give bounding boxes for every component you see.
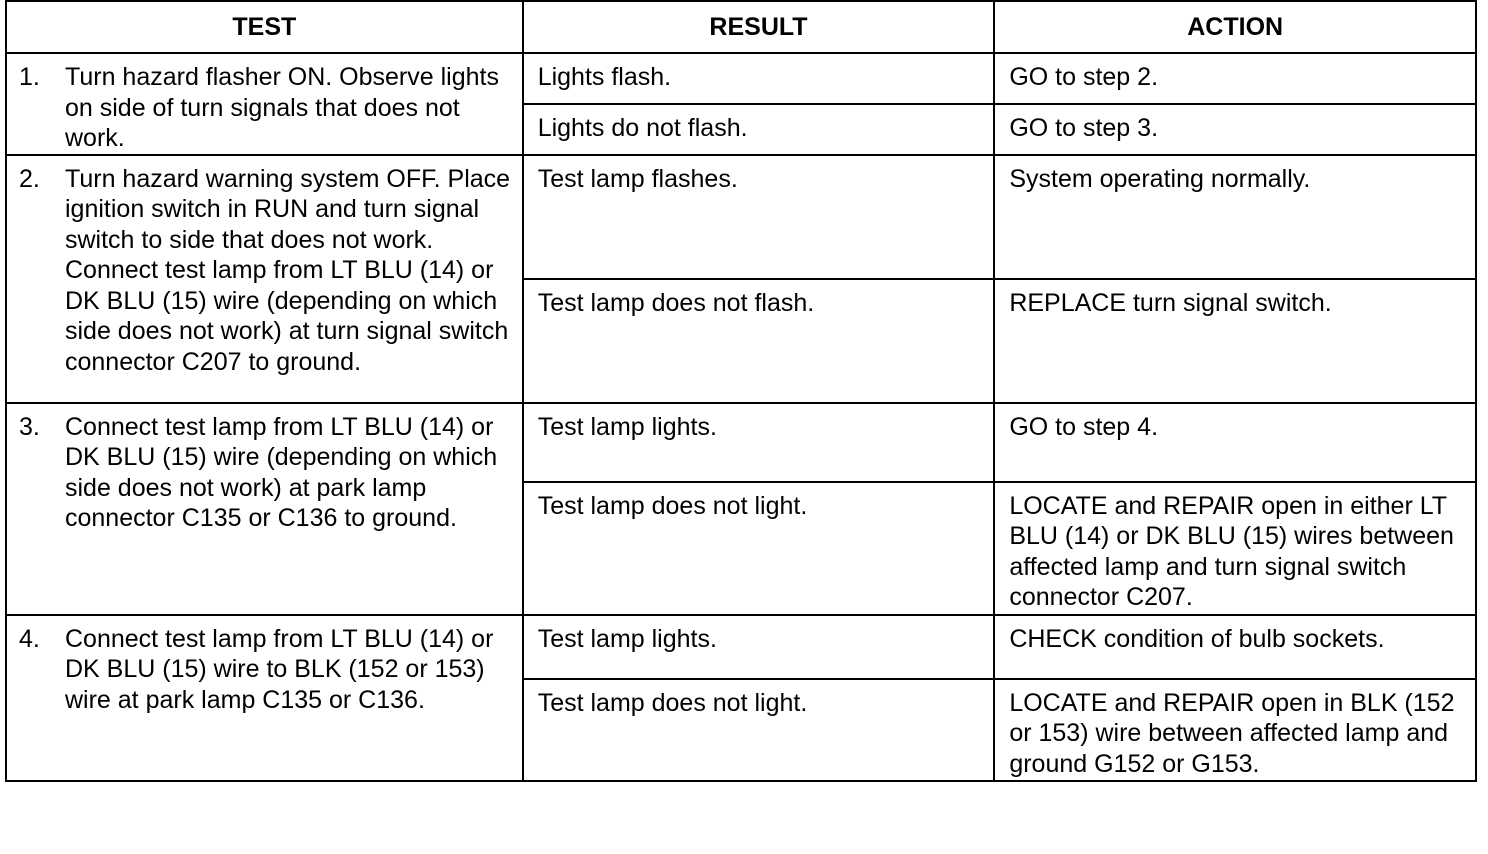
step-number: 1. (19, 63, 40, 91)
action-cell: GO to step 2. (994, 53, 1476, 104)
step-test-text: Connect test lamp from LT BLU (14) or DK BLU (15) wire to BLK (152 or 153) wire at park lamp C135 or C136. (65, 624, 494, 714)
step-2-test-cell (6, 155, 523, 403)
table-row (6, 615, 1476, 679)
diagnostic-table (5, 0, 1477, 782)
result-cell: Test lamp lights. (523, 615, 995, 679)
header-row (6, 1, 1476, 53)
header-result: RESULT (523, 1, 995, 53)
header-action: ACTION (994, 1, 1476, 53)
table-row (6, 403, 1476, 482)
step-4-test-cell (6, 615, 523, 781)
result-cell: Lights flash. (523, 53, 995, 104)
step-1-test-cell (6, 53, 523, 155)
step-test-text: Turn hazard warning system OFF. Place ignition switch in RUN and turn signal switch to side that does not work. Connect test lamp from LT BLU (14) or DK BLU (15) wire (depending on which side does not work) at turn signal switch connector C207 to ground. (65, 164, 511, 376)
result-cell: Test lamp does not flash. (523, 279, 995, 403)
action-cell: LOCATE and REPAIR open in BLK (152 or 153) wire between affected lamp and ground G152 or G153. (994, 679, 1476, 781)
result-cell: Test lamp does not light. (523, 679, 995, 781)
header-test: TEST (6, 1, 523, 53)
action-cell: CHECK condition of bulb sockets. (994, 615, 1476, 679)
table-row (6, 53, 1476, 104)
step-number: 2. (19, 164, 40, 193)
table-row (6, 155, 1476, 279)
result-cell: Test lamp does not light. (523, 482, 995, 615)
step-test-text: Turn hazard flasher ON. Observe lights on side of turn signals that does not work. (65, 63, 499, 152)
step-3-test-cell (6, 403, 523, 615)
action-cell: LOCATE and REPAIR open in either LT BLU (14) or DK BLU (15) wires between affected lamp and turn signal switch connector C207. (994, 482, 1476, 615)
result-cell: Lights do not flash. (523, 104, 995, 155)
step-number: 3. (19, 412, 40, 441)
result-cell: Test lamp lights. (523, 403, 995, 482)
action-cell: GO to step 4. (994, 403, 1476, 482)
action-cell: GO to step 3. (994, 104, 1476, 155)
step-number: 4. (19, 624, 40, 653)
action-cell: REPLACE turn signal switch. (994, 279, 1476, 403)
result-cell: Test lamp flashes. (523, 155, 995, 279)
action-cell: System operating normally. (994, 155, 1476, 279)
step-test-text: Connect test lamp from LT BLU (14) or DK BLU (15) wire (depending on which side does not work) at park lamp connector C135 or C136 to ground. (65, 412, 498, 532)
